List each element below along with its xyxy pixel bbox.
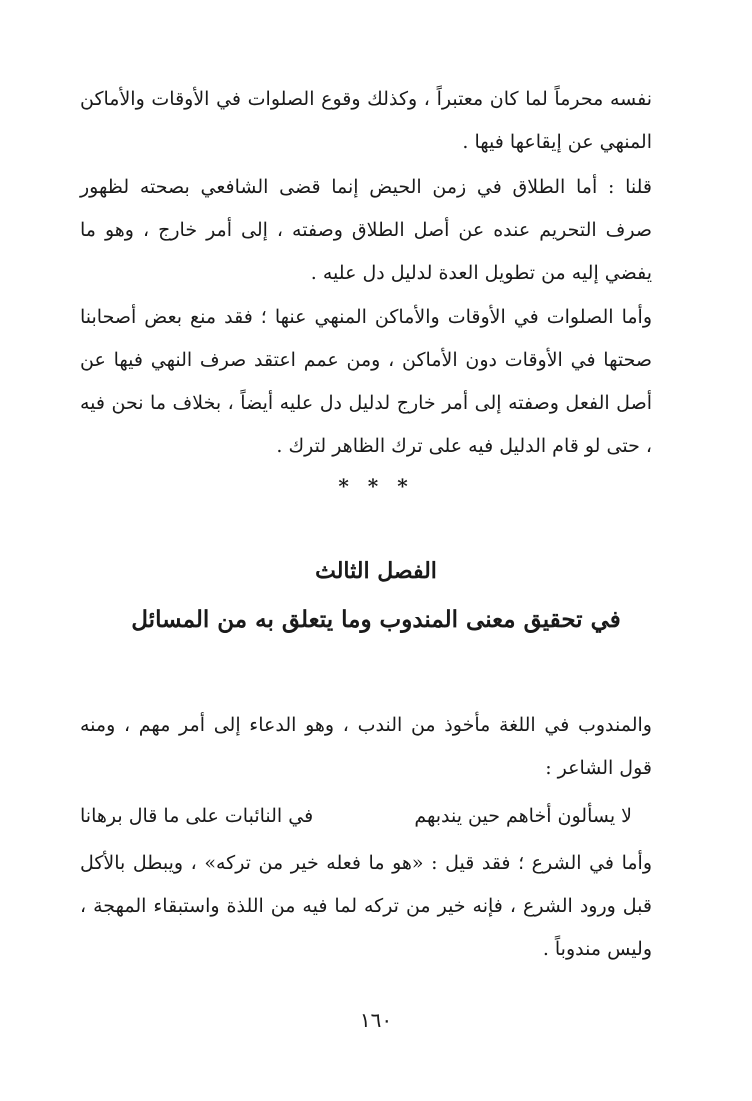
chapter-title: الفصل الثالث	[315, 558, 437, 584]
poem-second-hemistich: في النائبات على ما قال برهانا	[80, 805, 314, 827]
paragraph-talaq: قلنا : أما الطلاق في زمن الحيض إنما قضى الشافعي بصحته لظهور صرف التحريم عنده عن أصل الطلاق وصفته ، إلى أمر خارج ، وهو ما يفضي إليه من تطويل العدة لدليل دل عليه .	[80, 176, 652, 284]
paragraph-mandub-sharia: وأما في الشرع ؛ فقد قيل : «هو ما فعله خير من تركه» ، ويبطل بالأكل قبل ورود الشرع ، فإنه خير من تركه لما فيه من اللذة واستبقاء المهجة ، وليس مندوباً .	[80, 852, 652, 960]
poem-first-hemistich: لا يسألون أخاهم حين يندبهم	[414, 805, 632, 827]
paragraph-continuation: نفسه محرماً لما كان معتبراً ، وكذلك وقوع الصلوات في الأوقات والأماكن المنهي عن إيقاعها فيها .	[80, 88, 652, 153]
paragraph-salawat: وأما الصلوات في الأوقات والأماكن المنهي عنها ؛ فقد منع بعض أصحابنا صحتها في الأوقات دون الأماكن ، ومن عمم اعتقد صرف النهي فيها عن أصل الفعل وصفته إلى أمر خارج لدليل دل عليه أيضاً ، بخلاف ما نحن فيه ، حتى لو قام الدليل فيه على ترك الظاهر لترك .	[80, 306, 652, 457]
poem-verse	[80, 796, 632, 836]
section-separator: * * *	[338, 474, 414, 498]
chapter-subtitle: في تحقيق معنى المندوب وما يتعلق به من المسائل	[131, 606, 621, 633]
page-number: ١٦٠	[359, 1008, 393, 1032]
paragraph-mandub-language: والمندوب في اللغة مأخوذ من الندب ، وهو الدعاء إلى أمر مهم ، ومنه قول الشاعر :	[80, 714, 652, 779]
